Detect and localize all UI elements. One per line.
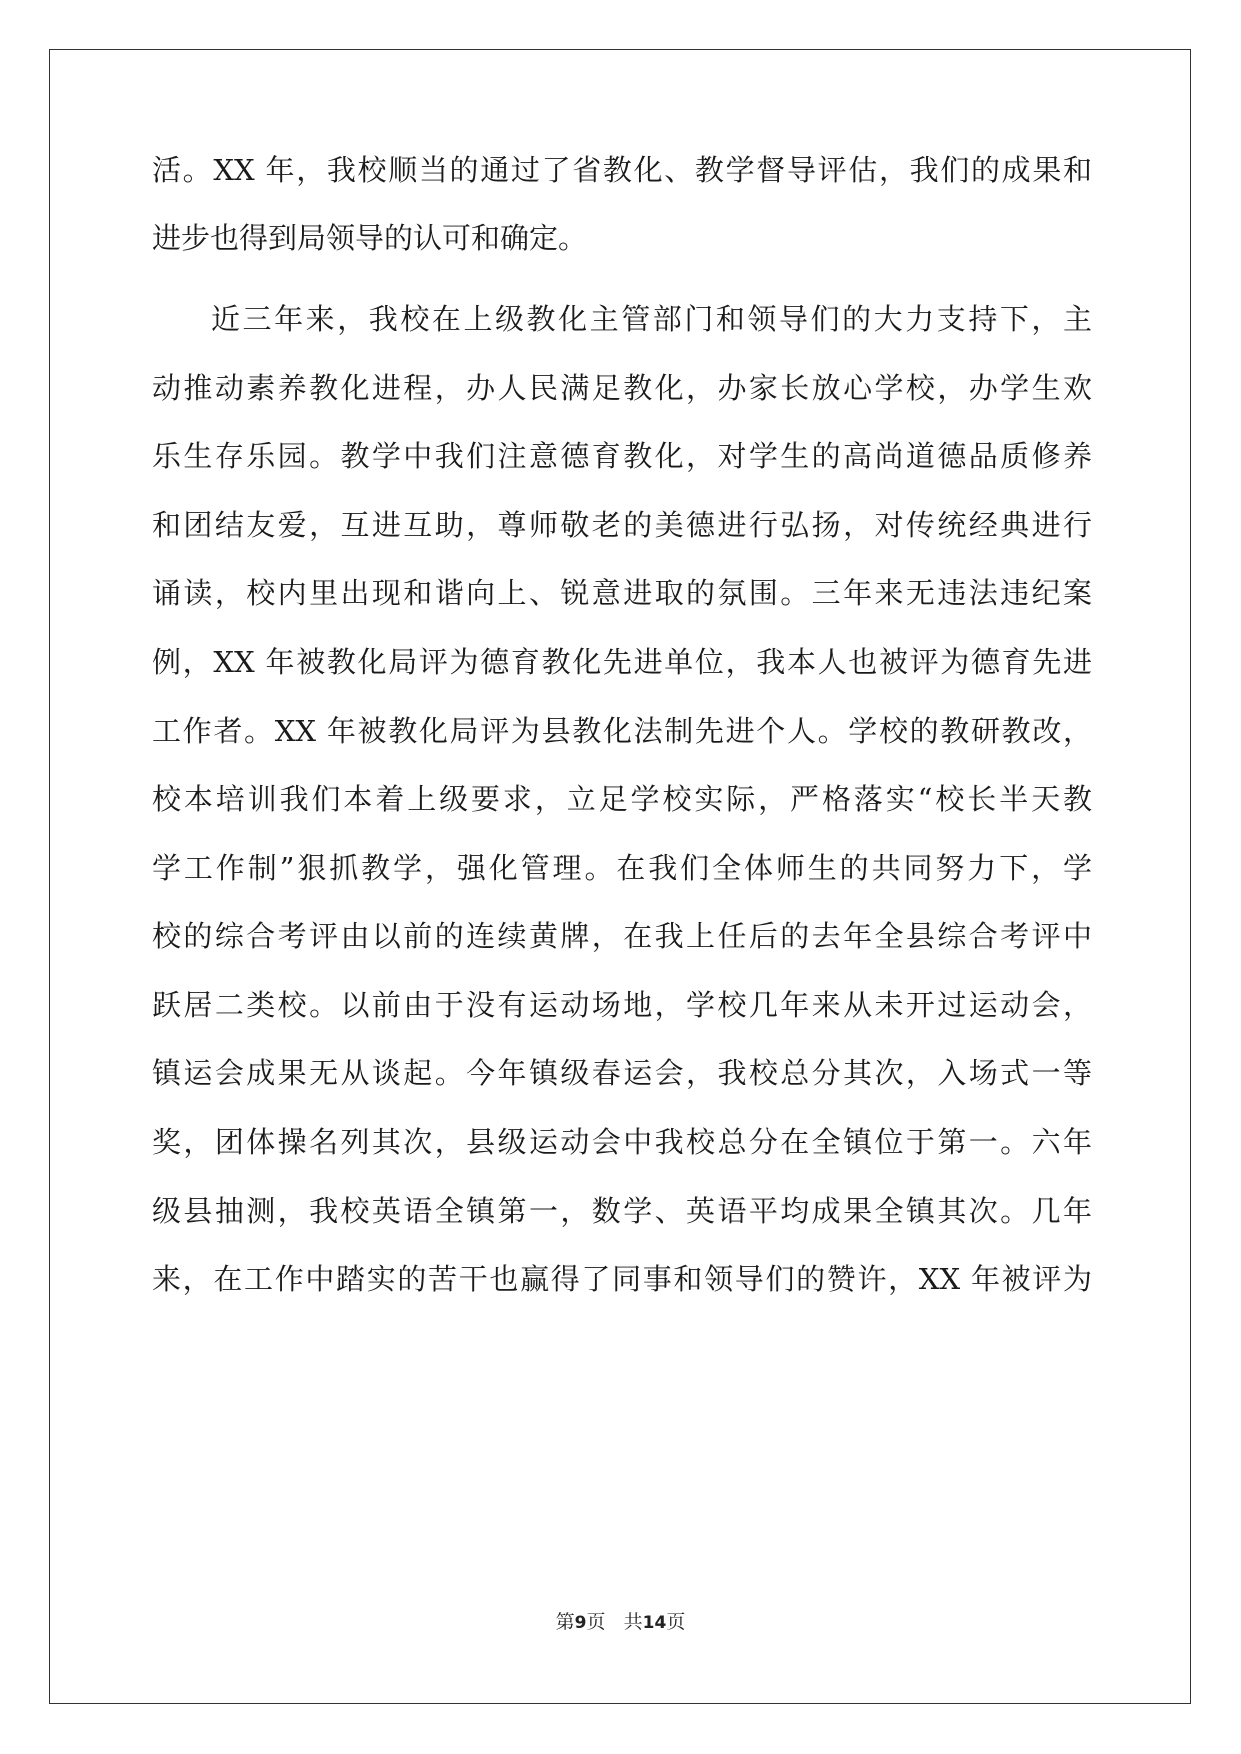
total-page-count: 14 <box>642 1613 667 1633</box>
text-line: 奖，团体操名列其次，县级运动会中我校总分在全镇位于第一。六年 <box>152 1125 1092 1159</box>
page-footer <box>0 1607 1241 1634</box>
text-line: 来，在工作中踏实的苦干也赢得了同事和领导们的赞许，XX 年被评为 <box>152 1262 1092 1296</box>
text-line: 工作者。XX 年被教化局评为县教化法制先进个人。学校的教研教改， <box>152 714 1092 748</box>
footer-total-suffix: 页 <box>666 1611 686 1633</box>
paragraph-first-line: 近三年来，我校在上级教化主管部门和领导们的大力支持下，主 <box>211 302 1092 336</box>
footer-prefix: 第 <box>555 1611 575 1633</box>
text-line: 学工作制”狠抓教学，强化管理。在我们全体师生的共同努力下，学 <box>152 851 1092 885</box>
text-line: 乐生存乐园。教学中我们注意德育教化，对学生的高尚道德品质修养 <box>152 439 1092 473</box>
text-line: 跃居二类校。以前由于没有运动场地，学校几年来从未开过运动会， <box>152 988 1092 1022</box>
text-line: 进步也得到局领导的认可和确定。 <box>152 221 588 255</box>
text-line: 动推动素养教化进程，办人民满足教化，办家长放心学校，办学生欢 <box>152 371 1092 405</box>
text-line: 和团结友爱，互进互助，尊师敬老的美德进行弘扬，对传统经典进行 <box>152 508 1092 542</box>
text-line: 级县抽测，我校英语全镇第一，数学、英语平均成果全镇其次。几年 <box>152 1194 1092 1228</box>
text-line: 活。XX 年，我校顺当的通过了省教化、教学督导评估，我们的成果和 <box>152 153 1092 187</box>
current-page-number: 9 <box>574 1613 587 1633</box>
text-line: 例，XX 年被教化局评为德育教化先进单位，我本人也被评为德育先进 <box>152 645 1092 679</box>
text-line: 镇运会成果无从谈起。今年镇级春运会，我校总分其次，入场式一等 <box>152 1056 1092 1090</box>
footer-total-prefix: 共 <box>623 1611 643 1633</box>
text-line: 诵读，校内里出现和谐向上、锐意进取的氛围。三年来无违法违纪案 <box>152 576 1092 610</box>
text-line: 校的综合考评由以前的连续黄牌，在我上任后的去年全县综合考评中 <box>152 919 1092 953</box>
text-line: 校本培训我们本着上级要求，立足学校实际，严格落实“校长半天教 <box>152 782 1092 816</box>
footer-page-suffix: 页 <box>586 1611 606 1633</box>
